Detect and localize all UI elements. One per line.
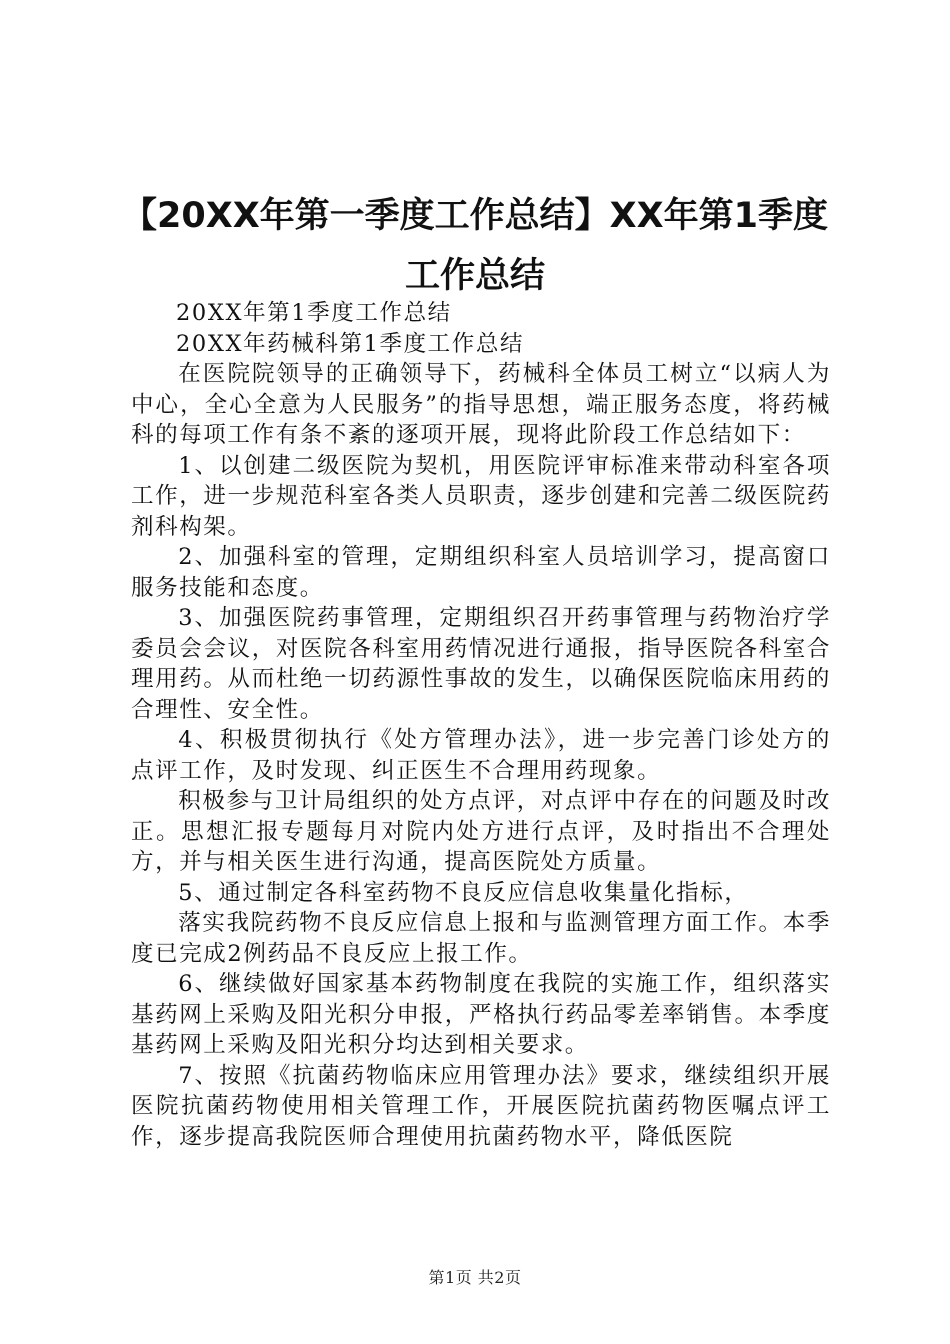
paragraph-item-4-continued: 积极参与卫计局组织的处方点评，对点评中存在的问题及时改正。思想汇报专题每月对院内处方进行点评，及时指出不合理处方，并与相关医生进行沟通，提高医院处方质量。 bbox=[131, 788, 831, 875]
paragraph-item-7: 7、按照《抗菌药物临床应用管理办法》要求，继续组织开展医院抗菌药物使用相关管理工作，开展医院抗菌药物医嘱点评工作，逐步提高我院医师合理使用抗菌药物水平，降低医院 bbox=[131, 1062, 831, 1150]
paragraph-item-4: 4、积极贯彻执行《处方管理办法》，进一步完善门诊处方的点评工作，及时发现、纠正医生不合理用药现象。 bbox=[131, 727, 831, 784]
paragraph-item-5: 5、通过制定各科室药物不良反应信息收集量化指标， bbox=[178, 879, 749, 906]
paragraph-item-5-continued: 落实我院药物不良反应信息上报和与监测管理方面工作。本季度已完成2例药品不良反应上报工作。 bbox=[131, 910, 831, 967]
document-title: 【20XX年第一季度工作总结】XX年第1季度工作总结 bbox=[122, 196, 828, 296]
paragraph-subtitle-2: 20XX年药械科第1季度工作总结 bbox=[176, 330, 525, 357]
paragraph-item-3: 3、加强医院药事管理，定期组织召开药事管理与药物治疗学委员会会议，对医院各科室用药情况进行通报，指导医院各科室合理用药。从而杜绝一切药源性事故的发生，以确保医院临床用药的合理性、安全性。 bbox=[131, 605, 831, 723]
page-footer: 第1页 共2页 bbox=[428, 1268, 522, 1287]
document-body bbox=[131, 298, 831, 1152]
paragraph-item-6: 6、继续做好国家基本药物制度在我院的实施工作，组织落实基药网上采购及阳光积分申报，严格执行药品零差率销售。本季度基药网上采购及阳光积分均达到相关要求。 bbox=[131, 971, 831, 1058]
paragraph-item-2: 2、加强科室的管理，定期组织科室人员培训学习，提高窗口服务技能和态度。 bbox=[131, 544, 831, 601]
paragraph-intro: 在医院院领导的正确领导下，药械科全体员工树立“以病人为中心，全心全意为人民服务”的指导思想，端正服务态度，将药械科的每项工作有条不紊的逐项开展，现将此阶段工作总结如下： bbox=[131, 361, 831, 448]
paragraph-item-1: 1、以创建二级医院为契机，用医院评审标准来带动科室各项工作，进一步规范科室各类人员职责，逐步创建和完善二级医院药剂科构架。 bbox=[131, 452, 831, 540]
paragraph-subtitle-1: 20XX年第1季度工作总结 bbox=[176, 300, 452, 326]
